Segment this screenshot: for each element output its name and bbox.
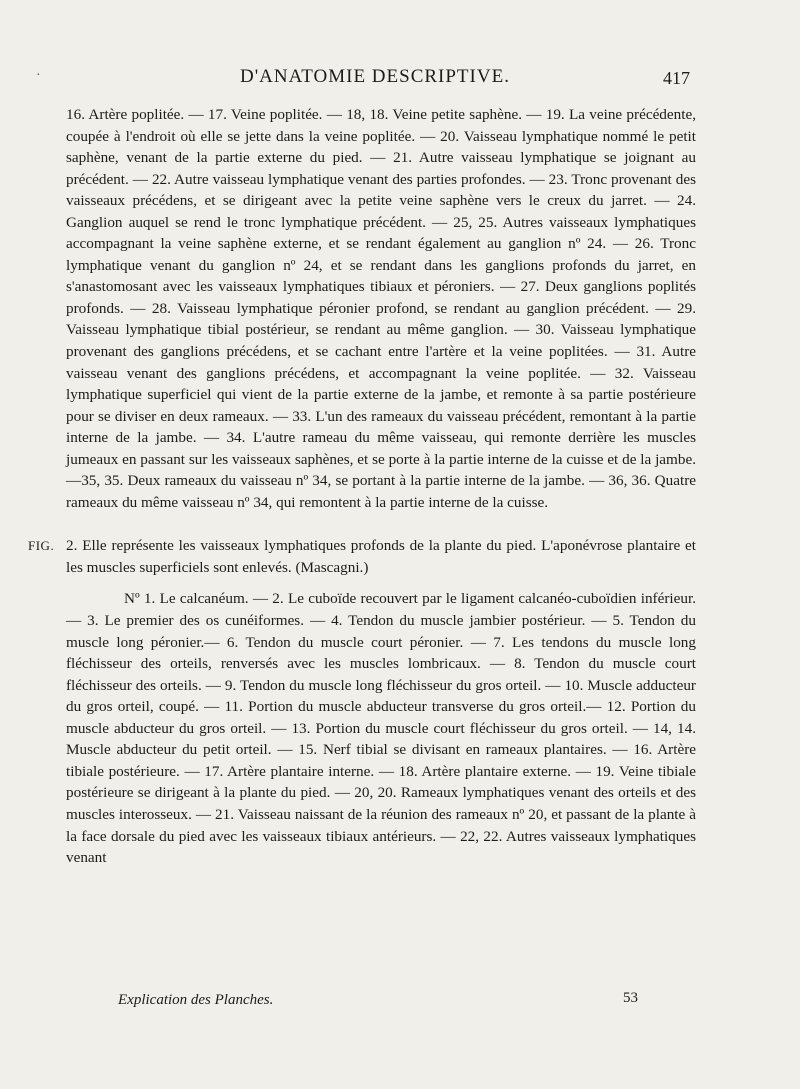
body-text xyxy=(28,104,696,869)
running-header xyxy=(60,66,690,96)
figure-label: FIG. xyxy=(28,538,55,554)
figure-caption xyxy=(28,535,696,578)
margin-mark: · xyxy=(36,68,41,83)
running-title: D'ANATOMIE DESCRIPTIVE. xyxy=(240,66,510,87)
page-footer xyxy=(118,992,638,1014)
figure-caption-text: 2. Elle représente les vaisseaux lymphatiques profonds de la plante du pied. L'aponévrose plantaire et les muscles superficiels sont enlevés. (Mascagni.) xyxy=(66,537,696,576)
signature-mark: 53 xyxy=(623,990,638,1006)
footer-title: Explication des Planches. xyxy=(118,992,274,1008)
page-number: 417 xyxy=(663,68,690,88)
legend-paragraph-fig2: Nº 1. Le calcanéum. — 2. Le cuboïde recouvert par le ligament calcanéo-cuboïdien inférieur. — 3. Le premier des os cunéiformes. — 4. Tendon du muscle jambier postérieur. — 5. Tendon du muscle long péronier.— 6. Tendon du muscle court péronier. — 7. Les tendons du muscle long fléchisseur des orteils, renversés avec les muscles lombricaux. — 8. Tendon du muscle court fléchisseur des orteils. — 9. Tendon du muscle long fléchisseur du gros orteil. — 10. Muscle adducteur du gros orteil, coupé. — 11. Portion du muscle abducteur transverse du gros orteil.— 12. Portion du muscle abducteur du gros orteil. — 13. Portion du muscle court fléchisseur du gros orteil. — 14, 14. Muscle abducteur du petit orteil. — 15. Nerf tibial se divisant en rameaux plantaires. — 16. Artère tibiale postérieure. — 17. Artère plantaire interne. — 18. Artère plantaire externe. — 19. Veine tibiale postérieure se dirigeant à la plante du pied. — 20, 20. Rameaux lymphatiques venant des orteils et des muscles interosseux. — 21. Vaisseau naissant de la réunion des rameaux nº 20, et passant de la plante à la face dorsale du pied avec les vaisseaux tibiaux antérieurs. — 22, 22. Autres vaisseaux lymphatiques venant xyxy=(66,590,696,867)
legend-paragraph-fig1: 16. Artère poplitée. — 17. Veine poplitée. — 18, 18. Veine petite saphène. — 19. La veine précédente, coupée à l'endroit où elle se jette dans la veine poplitée. — 20. Vaisseau lymphatique nommé le petit saphène, venant de la partie externe du pied. — 21. Autre vaisseau lymphatique se joignant au précédent. — 22. Autre vaisseau lymphatique venant des parties profondes. — 23. Tronc provenant des vaisseaux précédens, et se dirigeant avec la petite veine saphène vers le creux du jarret. — 24. Ganglion auquel se rend le tronc lymphatique précédent. — 25, 25. Autres vaisseaux lymphatiques accompagnant la veine saphène externe, et se rendant également au ganglion nº 24. — 26. Tronc lymphatique venant du ganglion nº 24, et se rendant dans les ganglions profonds du jarret, en s'anastomosant avec les vaisseaux lymphatiques tibiaux et péroniers. — 27. Deux ganglions poplités profonds. — 28. Vaisseau lymphatique péronier profond, se rendant au ganglion précédent. — 29. Vaisseau lymphatique tibial postérieur, se rendant au même ganglion. — 30. Vaisseau lymphatique provenant des ganglions précédens, et se cachant entre l'artère et la veine poplitées. — 31. Autre vaisseau venant des ganglions précédens, et accompagnant la veine poplitée. — 32. Vaisseau lymphatique superficiel qui vient de la partie externe de la jambe, et remonte à sa partie postérieure pour se diviser en deux rameaux. — 33. L'un des rameaux du vaisseau précédent, remontant à la partie interne de la jambe. — 34. L'autre rameau du même vaisseau, qui remonte derrière les muscles jumeaux en passant sur les vaisseaux saphènes, et se porte à la partie interne de la cuisse et de la jambe.—35, 35. Deux rameaux du vaisseau nº 34, se portant à la partie interne de la jambe. — 36, 36. Quatre rameaux du même vaisseau nº 34, qui remontent à la partie interne de la cuisse. xyxy=(66,106,696,511)
